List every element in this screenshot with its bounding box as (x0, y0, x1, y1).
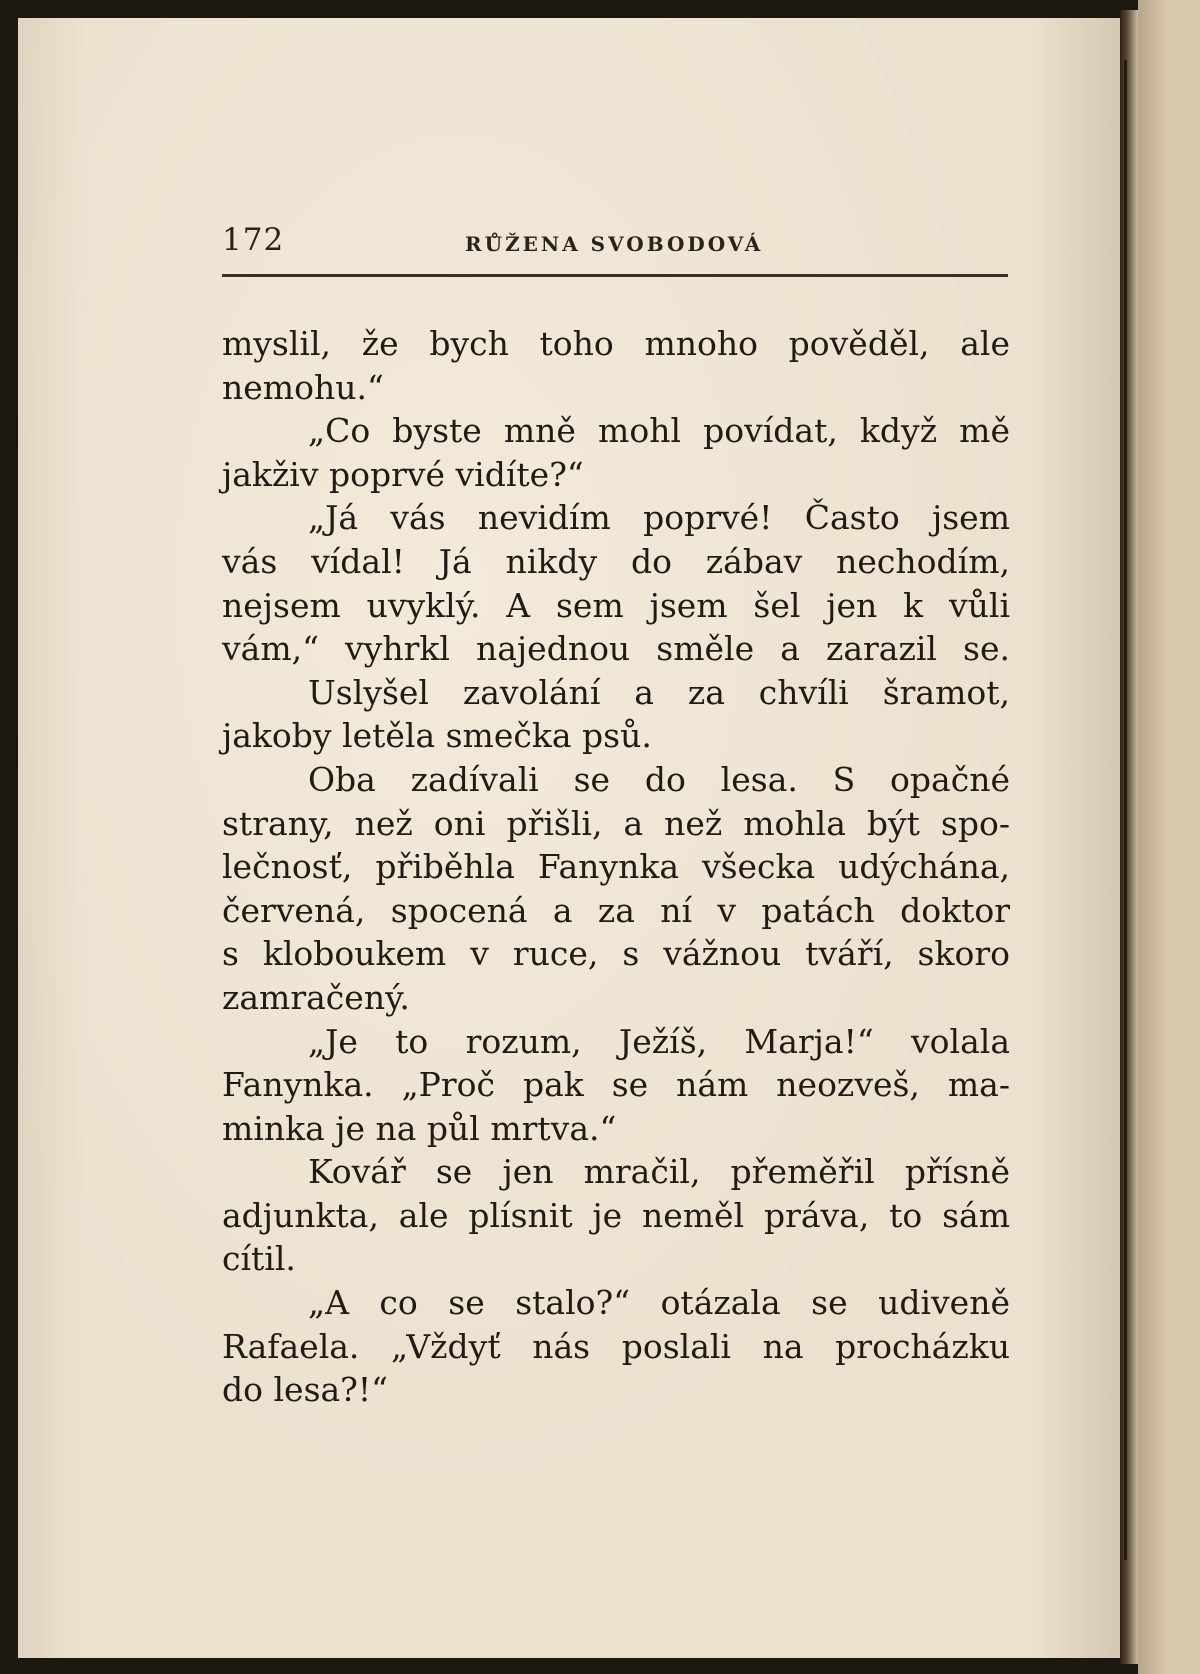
text-line: Oba zadívali se do lesa. S opačné (308, 759, 1010, 799)
text-line: lečnosť, přiběhla Fanynka všecka udýchána, (222, 847, 1010, 887)
text-line: adjunkta, ale plísnit je neměl práva, to sám (222, 1195, 1010, 1235)
running-head: RŮŽENA SVOBODOVÁ (465, 232, 764, 256)
book-gutter (1120, 10, 1138, 1664)
page-header (222, 222, 1012, 264)
text-line: vám,“ vyhrkl najednou směle a zarazil se. (222, 629, 1010, 669)
text-line: strany, než oni přišli, a než mohla být spo- (222, 803, 1010, 843)
text-line: Uslyšel zavolání a za chvíli šramot, (308, 672, 1010, 712)
text-line: minka je na půl mrtva.“ (222, 1108, 617, 1148)
text-line: s kloboukem v ruce, s vážnou tváří, skoro (222, 934, 1010, 974)
text-line: „A co se stalo?“ otázala se udiveně (308, 1283, 1010, 1323)
body-text (222, 322, 1010, 1412)
text-line: jakživ poprvé vidíte?“ (222, 454, 584, 494)
text-line: červená, spocená a za ní v patách doktor (222, 890, 1010, 930)
text-line: vás vídal! Já nikdy do zábav nechodím, (222, 541, 1010, 581)
text-line: zamračený. (222, 977, 410, 1017)
text-line: Rafaela. „Vždyť nás poslali na procházku (222, 1326, 1010, 1366)
page-number: 172 (222, 222, 285, 258)
text-line: do lesa?!“ (222, 1370, 388, 1410)
text-line: nemohu.“ (222, 367, 384, 407)
text-line: cítil. (222, 1239, 296, 1279)
text-line: Fanynka. „Proč pak se nám neozveš, ma- (222, 1065, 1010, 1105)
text-line: nejsem uvyklý. A sem jsem šel jen k vůli (222, 585, 1010, 625)
header-rule (222, 274, 1008, 277)
text-line: „Co byste mně mohl povídat, když mě (308, 411, 1010, 451)
text-line: Kovář se jen mračil, přeměřil přísně (308, 1152, 1010, 1192)
text-line: „Je to rozum, Ježíš, Marja!“ volala (308, 1021, 1010, 1061)
text-line: myslil, že bych toho mnoho pověděl, ale (222, 324, 1010, 363)
text-line: jakoby letěla smečka psů. (222, 716, 652, 756)
facing-page-edge (1138, 0, 1200, 1674)
text-line: „Já vás nevidím poprvé! Často jsem (308, 498, 1010, 538)
page-edge-shadow (1124, 60, 1127, 1560)
